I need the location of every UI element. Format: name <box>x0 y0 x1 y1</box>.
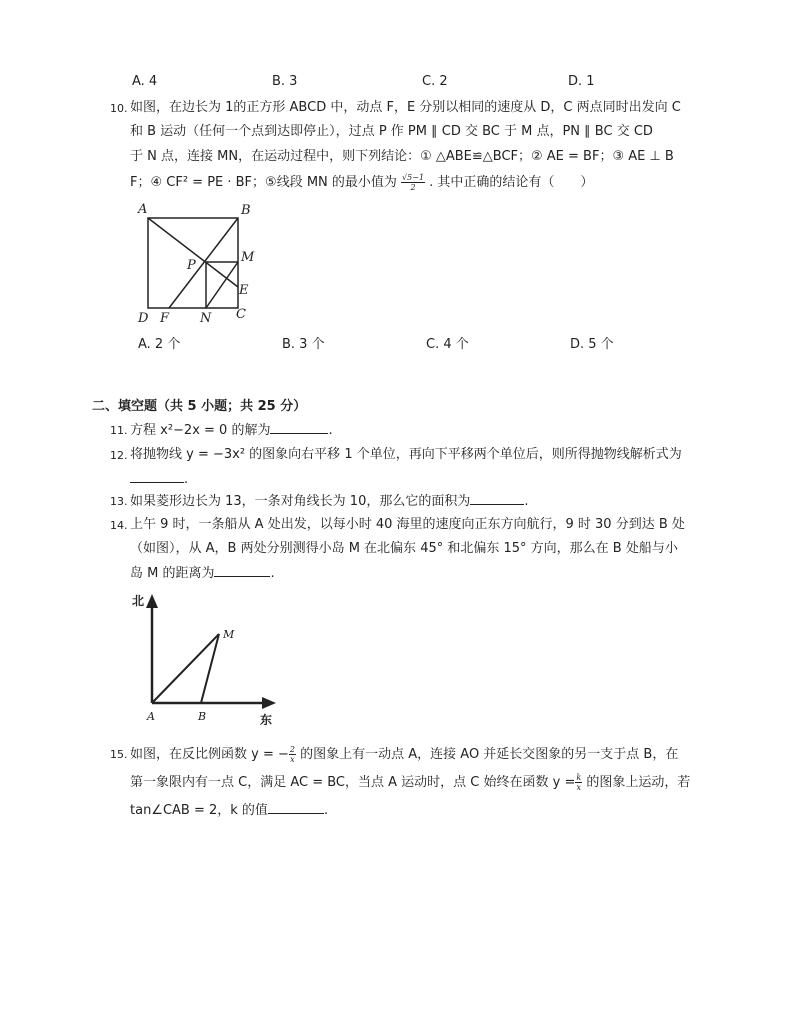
q9-option-b: B. 3 <box>272 74 298 89</box>
q15-line-1-end: 的图象上有一动点 A，连接 AO 并延长交图象的另一支于点 B，在 <box>295 747 679 762</box>
q10-fraction-denominator: 2 <box>410 183 416 192</box>
segment-mn <box>206 262 238 308</box>
label-m-bearing: M <box>223 628 235 641</box>
q11-line <box>130 421 333 440</box>
q13-period: . <box>524 494 529 509</box>
q10-fraction-numerator: √5−1 <box>402 173 425 182</box>
q15-fraction-2-numerator: k <box>576 773 582 782</box>
q14-line-3-text: 岛 M 的距离为 <box>130 566 215 581</box>
q14-line-2: （如图），从 A，B 两处分别测得小岛 M 在北偏东 45° 和北偏东 15° 方向，那么在 B 处船与小 <box>130 541 678 556</box>
q14-period: . <box>270 566 275 581</box>
q10-number: 10. <box>110 102 128 115</box>
q9-option-c: C. 2 <box>422 74 448 89</box>
east-arrow-icon <box>262 697 276 709</box>
label-a-bearing: A <box>147 710 155 723</box>
q13-text: 如果菱形边长为 13，一条对角线长为 10，那么它的面积为 <box>130 494 471 509</box>
q11-period: . <box>328 423 333 438</box>
q15-period: . <box>323 803 329 818</box>
q10-option-a: A. 2 个 <box>138 337 181 352</box>
q12-line-1: 将抛物线 y = −3x² 的图象向右平移 1 个单位，再向下平移两个单位后，则所得抛物线解析式为 <box>130 447 682 462</box>
q15-line-1-start: 如图，在反比例函数 y = − <box>130 747 289 762</box>
q15-line-3 <box>130 801 328 820</box>
label-c: C <box>236 307 246 322</box>
label-n: N <box>200 311 212 326</box>
q15-line-2-start: 第一象限内有一点 C，满足 AC = BC，当点 A 运动时，点 C 始终在函数 y = <box>130 775 576 790</box>
q13-number: 13. <box>110 495 128 508</box>
q15-line-3-text: tan∠CAB = 2，k 的值 <box>130 803 268 818</box>
label-p: P <box>187 258 196 273</box>
q10-line-1: 如图，在边长为 1的正方形 ABCD 中，动点 F，E 分别以相同的速度从 D，C 两点同时出发向 C <box>130 100 681 115</box>
q15-answer-blank <box>268 801 324 814</box>
q10-line-4-end: . 其中正确的结论有（ ） <box>429 175 594 190</box>
q12-number: 12. <box>110 449 128 462</box>
label-a: A <box>138 202 148 217</box>
q13-answer-blank <box>470 492 524 505</box>
label-b: B <box>241 203 251 218</box>
q10-option-c: C. 4 个 <box>426 337 469 352</box>
label-e: E <box>239 283 249 298</box>
q12-line-2 <box>130 470 188 489</box>
north-label: 北 <box>132 594 145 608</box>
north-arrow-icon <box>146 594 158 608</box>
q10-line-3: 于 N 点，连接 MN，在运动过程中，则下列结论：① △ABE≌△BCF；② AE = BF；③ AE ⊥ B <box>130 149 674 164</box>
east-label: 东 <box>260 713 273 727</box>
q10-line-4 <box>130 173 593 192</box>
q11-number: 11. <box>110 424 128 437</box>
q12-period: . <box>184 472 189 487</box>
q10-option-d: D. 5 个 <box>570 337 614 352</box>
q15-number: 15. <box>110 748 128 761</box>
q11-text: 方程 x²−2x = 0 的解为 <box>130 423 271 438</box>
q9-option-a: A. 4 <box>132 74 158 89</box>
q15-line-2 <box>130 773 690 792</box>
q15-fraction-2-denominator: x <box>576 783 582 792</box>
q15-fraction-1-denominator: x <box>290 755 295 764</box>
q10-line-4-start: F；④ CF² = PE · BF；⑤线段 MN 的最小值为 <box>130 175 397 190</box>
q13-line <box>130 492 529 511</box>
label-m: M <box>241 250 255 265</box>
q15-line-2-end: 的图象上运动，若 <box>582 775 691 790</box>
q14-line-3 <box>130 564 275 583</box>
square-figure <box>130 198 260 328</box>
label-d: D <box>138 311 149 326</box>
q10-option-b: B. 3 个 <box>282 337 325 352</box>
q11-answer-blank <box>270 421 328 434</box>
section-2-heading: 二、填空题（共 5 小题；共 25 分） <box>92 399 307 414</box>
q10-line-2: 和 B 运动（任何一个点到达即停止），过点 P 作 PM ∥ CD 交 BC 于 M 点，PN ∥ BC 交 CD <box>130 124 653 139</box>
label-f: F <box>160 311 170 326</box>
q15-fraction-1 <box>289 745 296 764</box>
q10-fraction <box>401 173 425 192</box>
q14-answer-blank <box>214 564 270 577</box>
q12-answer-blank <box>130 470 184 483</box>
q15-fraction-1-numerator: 2 <box>289 745 295 754</box>
segment-bf <box>169 218 238 308</box>
label-b-bearing: B <box>198 710 207 723</box>
line-am <box>152 634 219 703</box>
bearing-figure <box>128 588 288 728</box>
q15-line-1 <box>130 745 678 764</box>
q14-line-1: 上午 9 时，一条船从 A 处出发，以每小时 40 海里的速度向正东方向航行，9 时 30 分到达 B 处 <box>130 517 685 532</box>
q14-number: 14. <box>110 519 128 532</box>
q9-option-d: D. 1 <box>568 74 595 89</box>
